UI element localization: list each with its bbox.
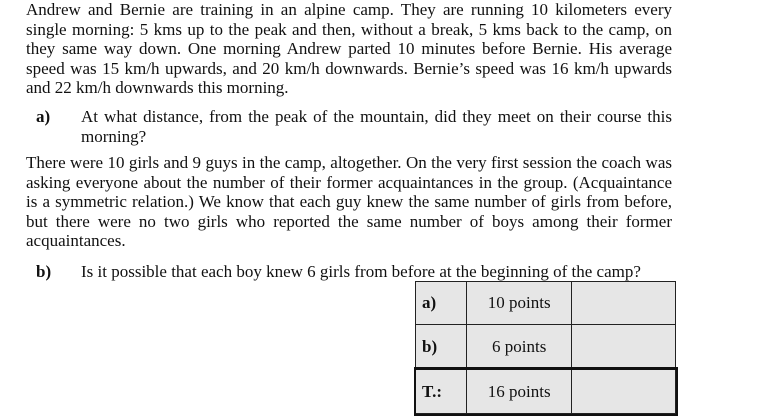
score-table [415,281,676,414]
question-a-label: a) [36,107,51,126]
score-points-a: 10 points [466,282,571,325]
score-row-a [416,282,676,325]
score-blank-total [572,369,676,413]
score-row-total [416,369,676,413]
problem-paragraph-running: Andrew and Bernie are training in an alpine camp. They are running 10 kilometers every single morning: 5 kms up to the peak and then, without a break, 5 kms back to the camp, on they same way down. One morning Andrew parted 10 minutes before Bernie. His average speed was 15 km/h upwards, and 20 km/h downwards. Bernie’s speed was 16 km/h upwards and 22 km/h downwards this morning. [26,0,672,97]
score-label-total: T.: [416,369,467,413]
question-a-text: At what distance, from the peak of the mountain, did they meet on their course this morning? [81,107,672,146]
score-blank-a [572,282,676,325]
problem-paragraph-acquaintance: There were 10 girls and 9 guys in the camp, altogether. On the very first session the coach was asking everyone about the number of their former acquaintances in the group. (Acquaintance is a symmetric relation.) We know that each guy knew the same number of girls from before, but there were no two girls who reported the same number of boys among their former acquaintances. [26,153,672,250]
question-b-label: b) [36,262,52,281]
score-label-b: b) [416,325,467,369]
score-blank-b [572,325,676,369]
score-points-total: 16 points [466,369,571,413]
score-row-b [416,325,676,369]
score-label-a: a) [416,282,467,325]
question-b-text: Is it possible that each boy knew 6 girls from before at the beginning of the camp? [81,262,641,281]
score-points-b: 6 points [466,325,571,369]
